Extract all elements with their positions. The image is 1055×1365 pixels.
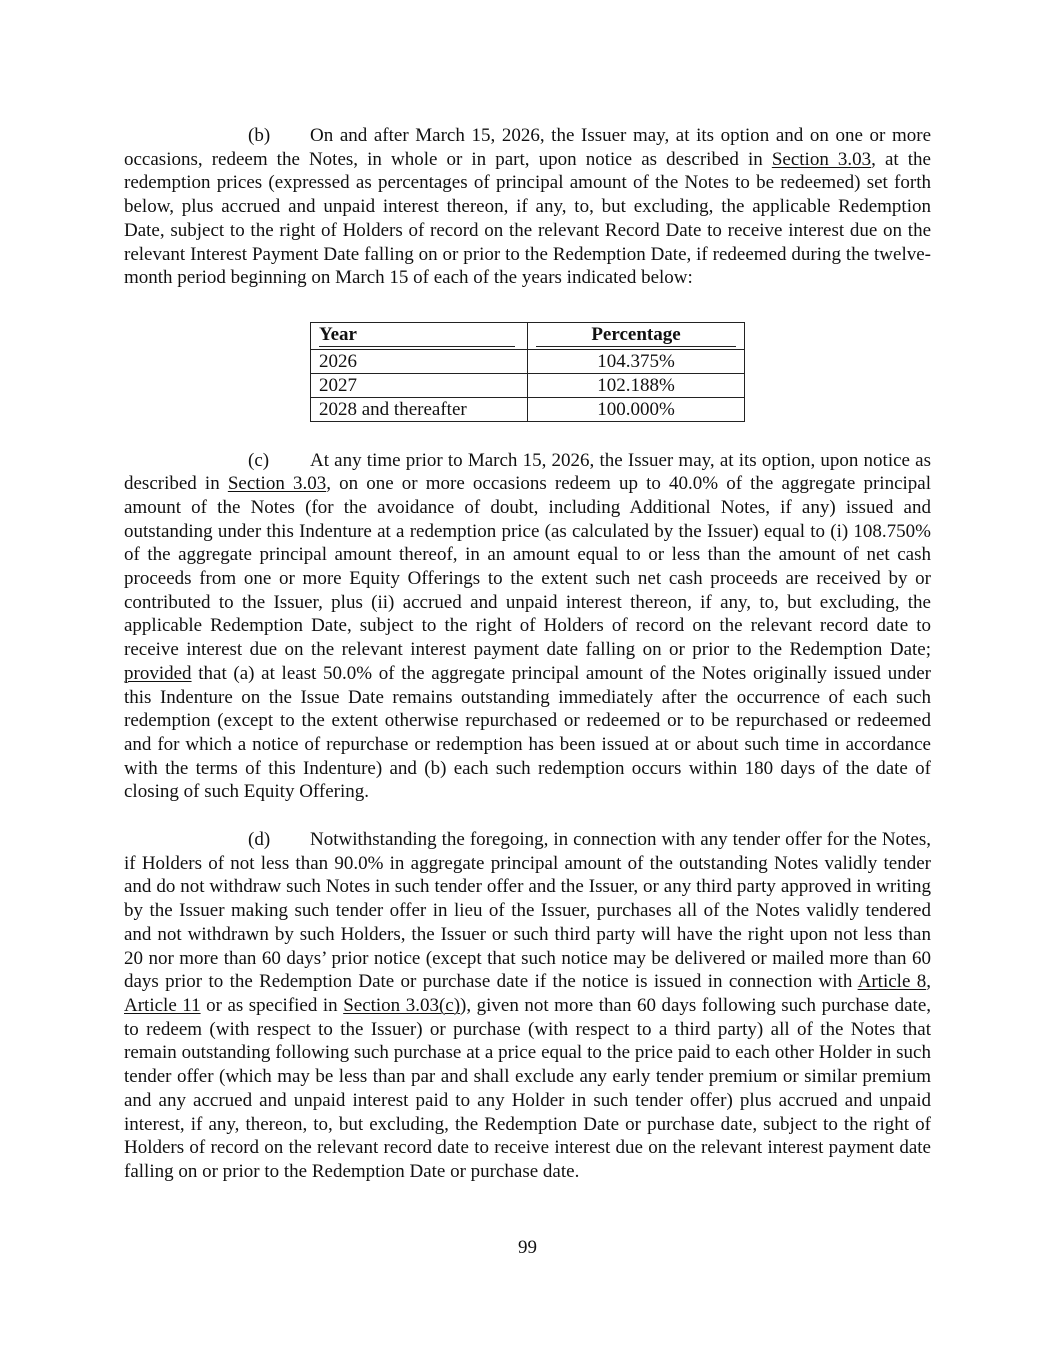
redemption-price-table bbox=[310, 322, 745, 422]
paragraph-marker: (c) bbox=[248, 449, 270, 471]
document-page bbox=[124, 124, 931, 1184]
paragraph-marker: (b) bbox=[248, 125, 271, 146]
paragraph-text: , on one or more occasions redeem up to 40.0% of the aggregate principal amount of the Notes (for the avoidance of doubt, including Additional Notes, if any) issued and outstanding under this Indenture at a redemption price (as calculated by the Issuer) equal to (i) 108.750% of the aggregate principal amount thereof, in an amount equal to or less than the amount of net cash proceeds from one or more Equity Offerings to the extent such net cash proceeds are received by or contributed to the Issuer, plus (ii) accrued and unpaid interest thereon, if any, to, but excluding, the applicable Redemption Date, subject to the right of Holders of record on the relevant record date to receive interest due on the relevant interest payment date falling on or prior to the Redemption Date; bbox=[124, 473, 931, 661]
table-cell-percentage: 100.000% bbox=[528, 397, 745, 421]
table-row bbox=[311, 373, 745, 397]
table-row bbox=[311, 349, 745, 373]
paragraph-b bbox=[124, 124, 931, 290]
table-cell-year: 2028 and thereafter bbox=[311, 397, 528, 421]
table-row bbox=[311, 397, 745, 421]
article-reference-link[interactable]: Article 8 bbox=[857, 971, 927, 993]
paragraph-text: that (a) at least 50.0% of the aggregate principal amount of the Notes originally issued under this Indenture on the Issue Date remains outstanding immediately after the occurrence of each such redemption (except to the extent otherwise repurchased or redeemed or to be repurchased or redeemed and for which a notice of repurchase or redemption has been issued at or about such time in accordance with the terms of this Indenture) and (b) each such redemption occurs within 180 days of the date of closing of such Equity Offering. bbox=[124, 662, 931, 803]
redemption-table-container bbox=[310, 322, 931, 422]
paragraph-text: At any time prior to March 15, 2026, the Issuer may, at its option, upon notice as described in bbox=[124, 449, 931, 495]
paragraph-marker: (d) bbox=[248, 829, 271, 851]
column-header-year: Year bbox=[311, 322, 528, 349]
page-number: 99 bbox=[518, 1237, 537, 1258]
paragraph-text: Notwithstanding the foregoing, in connection with any tender offer for the Notes, if Holders of not less than 90.0% in aggregate principal amount of the outstanding Notes validly tender and do not withdraw such Notes in such tender offer and the Issuer, or any third party approved in writing by the Issuer making such tender offer in lieu of the Issuer, purchases all of the Notes validly tendered and not withdrawn by such Holders, the Issuer or such third party will have the right upon not less than 20 nor more than 60 days’ prior notice (except that such notice may be delivered or mailed more than 60 days prior to the Redemption Date or purchase date if the notice is issued in connection with bbox=[124, 829, 931, 993]
article-reference-link[interactable]: Article 11 bbox=[124, 994, 201, 1016]
table-cell-year: 2026 bbox=[311, 349, 528, 373]
paragraph-text: , bbox=[926, 971, 931, 993]
paragraph-text: On and after March 15, 2026, the Issuer may, at its option and on one or more occasions, redeem the Notes, in whole or in part, upon notice as described in bbox=[124, 125, 931, 170]
table-cell-percentage: 104.375% bbox=[528, 349, 745, 373]
table-header-row bbox=[311, 322, 745, 349]
table-cell-percentage: 102.188% bbox=[528, 373, 745, 397]
paragraph-spacer bbox=[124, 804, 931, 828]
section-reference-link[interactable]: Section 3.03 bbox=[771, 148, 872, 170]
paragraph-text: ), given not more than 60 days following such purchase date, to redeem (with respect to the Issuer) or purchase (with respect to a third party) all of the Notes that remain outstanding following such purchase at a price equal to the price paid to each other Holder in such tender offer (which may be less than par and shall exclude any early tender premium or similar premium and any accrued and unpaid interest paid to any Holder in such tender offer) plus accrued and unpaid interest, if any, thereon, to, but excluding, the Redemption Date or purchase date, subject to the right of Holders of record on the relevant record date to receive interest due on the relevant interest payment date falling on or prior to the Redemption Date or purchase date. bbox=[124, 994, 932, 1182]
paragraph-d bbox=[124, 828, 931, 1184]
provided-emphasis: provided bbox=[124, 662, 192, 684]
table-cell-year: 2027 bbox=[311, 373, 528, 397]
section-reference-link[interactable]: Section 3.03 bbox=[227, 473, 327, 495]
paragraph-text: , at the redemption prices (expressed as percentages of principal amount of the Notes to be redeemed) set forth below, plus accrued and unpaid interest thereon, if any, to, but excluding, the applicable Redemption Date, subject to the right of Holders of record on the relevant Record Date to receive interest due on the relevant Interest Payment Date falling on or prior to the Redemption Date, if redeemed during the twelve-month period beginning on March 15 of each of the years indicated below: bbox=[124, 148, 931, 289]
paragraph-c bbox=[124, 449, 931, 805]
paragraph-text: or as specified in bbox=[200, 994, 344, 1016]
section-reference-link[interactable]: Section 3.03(c) bbox=[343, 994, 461, 1016]
column-header-percentage: Percentage bbox=[528, 322, 745, 349]
